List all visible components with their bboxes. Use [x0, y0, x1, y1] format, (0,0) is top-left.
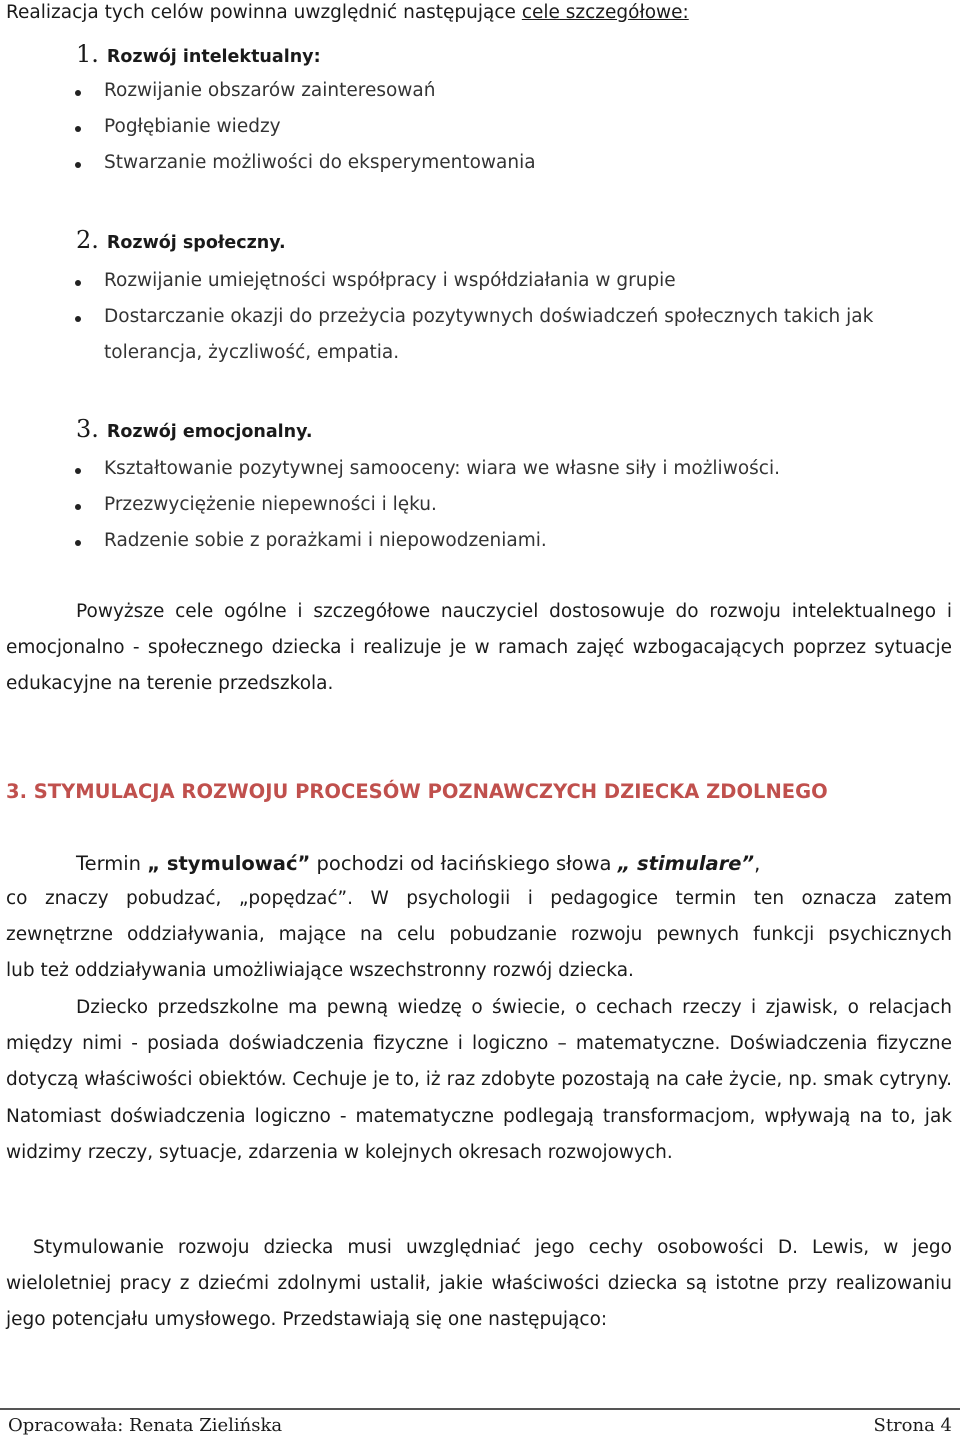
- intro-text: Realizacja tych celów powinna uwzględnić następujące: [6, 2, 522, 23]
- paragraph-line: co znaczy pobudzać, „popędzać”. W psychologii i pedagogice termin ten oznacza zatem: [6, 888, 952, 909]
- bullet-icon: [75, 90, 81, 96]
- section-heading-1: 1. Rozwój intelektualny:: [76, 40, 321, 68]
- termin-line: Termin „ stymulować” pochodzi od łacińskiego słowa „ stimulare”,: [76, 852, 761, 875]
- bullet-icon: [75, 280, 81, 286]
- bullet-icon: [75, 316, 81, 322]
- paragraph-2: Dziecko przedszkolne ma pewną wiedzę o świecie, o cechach rzeczy i zjawisk, o relacjach między nimi - posiada doświadczenia fizyczne i logiczno – matematyczne. Doświadczenia fizyczne dotyczą właściwości obiektów. Cechuje je to, iż raz zdobyte pozostają na całe życie, np. smak cytryny. Natomiast doświadczenia logiczno - matematyczne podlegają transformacjom, wpływają na to, jak widzimy rzeczy, sytuacje, zdarzenia w kolejnych okresach rozwojowych.: [6, 997, 952, 1163]
- intro-underlined: cele szczegółowe:: [521, 2, 689, 23]
- footer-author: Opracowała: Renata Zielińska: [8, 1415, 283, 1436]
- section-heading-2: 2. Rozwój społeczny.: [76, 226, 286, 254]
- footer-divider: [0, 1408, 960, 1410]
- bullet-continuation: tolerancja, życzliwość, empatia.: [104, 342, 400, 363]
- bullet-icon: [75, 162, 81, 168]
- paragraph-line: zewnętrzne oddziaływania, mające na celu pobudzanie rozwoju pewnych funkcji psychicznych: [6, 924, 952, 945]
- paragraph-3: Stymulowanie rozwoju dziecka musi uwzględniać jego cechy osobowości D. Lewis, w jego wieloletniej pracy z dziećmi zdolnymi ustalił, jakie właściwości dziecka są istotne przy realizowaniu jego potencjału umysłowego. Przedstawiają się one następująco:: [6, 1237, 952, 1331]
- chapter-heading: 3. STYMULACJA ROZWOJU PROCESÓW POZNAWCZYCH DZIECKA ZDOLNEGO: [6, 780, 828, 803]
- summary-paragraph: Powyższe cele ogólne i szczegółowe nauczyciel dostosowuje do rozwoju intelektualnego i emocjonalno - społecznego dziecka i realizuje je w ramach zajęć wzbogacających poprzez sytuacje edukacyjne na terenie przedszkola.: [6, 601, 952, 695]
- bullet-icon: [75, 504, 81, 510]
- intro-line: [6, 2, 689, 23]
- bullet-icon: [75, 540, 81, 546]
- bullet-icon: [75, 126, 81, 132]
- section-heading-3: 3. Rozwój emocjonalny.: [76, 415, 313, 443]
- paragraph-line: lub też oddziaływania umożliwiające wszechstronny rozwój dziecka.: [6, 960, 634, 981]
- footer-page-number: Strona 4: [873, 1415, 952, 1436]
- bullet-icon: [75, 468, 81, 474]
